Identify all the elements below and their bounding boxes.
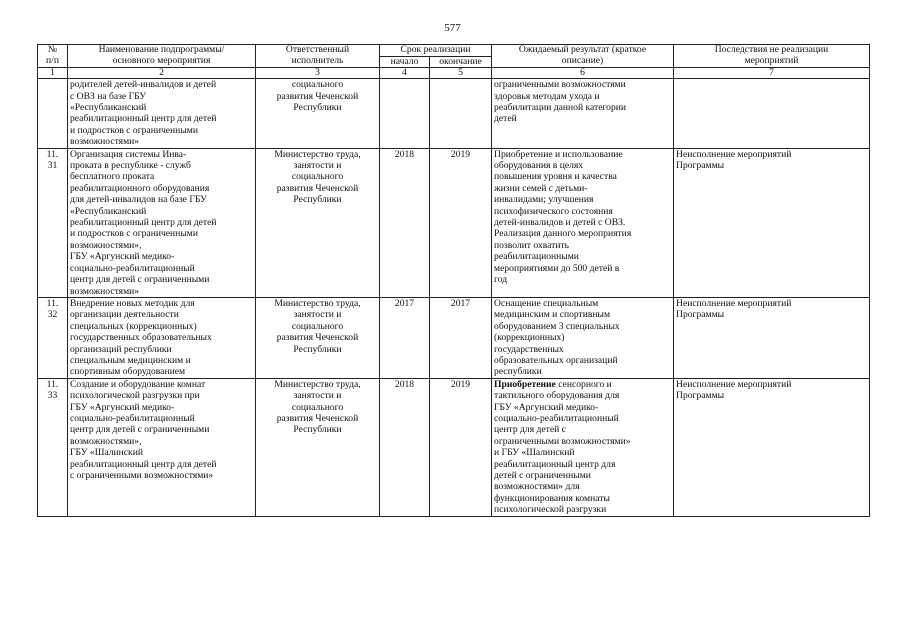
- expected-result-text: Приобретение и использование оборудования в целях повышения уровня и качества жизни семей с детьми- инвалидами; улучшения психофизического состояния детей-инвалидов и детей с ОВЗ. Реализация данного мероприятия позволит охватить реабилитационными мероприятиями до 500 детей в год: [494, 148, 632, 286]
- start-year: 2017: [380, 297, 430, 378]
- start-year: [380, 79, 430, 148]
- end-year: [430, 79, 492, 148]
- responsible-executor: социального развития Чеченской Республики: [256, 79, 380, 148]
- consequence: [674, 79, 870, 148]
- header-end: окончание: [430, 56, 492, 68]
- header-period: Срок реализации: [380, 45, 492, 57]
- expected-result: [492, 378, 674, 516]
- header-number: № п/п: [38, 45, 68, 68]
- expected-result-text: сенсорного и тактильного оборудования для ГБУ «Аргунский медико- социально-реабилитационный центр для детей с ограниченными возможностями» и ГБУ «Шалинский реабилитационный центр для детей с ограниченными возможностями» для функционирования комнаты психологической разгрузки: [494, 378, 631, 516]
- column-number: 7: [674, 68, 870, 79]
- responsible-executor: Министерство труда, занятости и социального развития Чеченской Республики: [256, 297, 380, 378]
- table-row: [38, 297, 870, 378]
- measure-name: Организация системы Инва- проката в республике - служб бесплатного проката реабилитационного оборудования для детей-инвалидов на базе ГБУ «Республиканский реабилитационный центр для детей и подростков с ограниченными возможностями», ГБУ «Аргунский медико- социально-реабилитационный центр для детей с ограниченными возможностями»: [68, 148, 256, 297]
- row-number: 11. 32: [38, 297, 68, 378]
- start-year: 2018: [380, 148, 430, 297]
- header-name: Наименование подпрограммы/ основного мероприятия: [68, 45, 256, 68]
- table-row: [38, 148, 870, 297]
- measure-name: родителей детей-инвалидов и детей с ОВЗ на базе ГБУ «Республиканский реабилитационный центр для детей и подростков с ограниченными возможностями»: [68, 79, 256, 148]
- start-year: 2018: [380, 378, 430, 516]
- page-number: 577: [444, 22, 461, 34]
- responsible-executor: Министерство труда, занятости и социального развития Чеченской Республики: [256, 148, 380, 297]
- header-result: Ожидаемый результат (краткое описание): [492, 45, 674, 68]
- consequence: Неисполнение мероприятий Программы: [674, 148, 870, 297]
- expected-result-text: Оснащение специальным медицинским и спортивным оборудованием 3 специальных (коррекционных) государственных образовательных организаций республики: [494, 297, 620, 378]
- measure-name: Создание и оборудование комнат психологической разгрузки при ГБУ «Аргунский медико- социально-реабилитационный центр для детей с ограниченными возможностями», ГБУ «Шалинский реабилитационный центр для детей с ограниченными возможностями»: [68, 378, 256, 516]
- row-number: [38, 79, 68, 148]
- consequence: Неисполнение мероприятий Программы: [674, 378, 870, 516]
- column-number: 5: [430, 68, 492, 79]
- table-row: [38, 378, 870, 516]
- expected-result: [492, 79, 674, 148]
- expected-result-text: ограниченными возможностями здоровья методам ухода и реабилитации данной категории детей: [494, 79, 627, 125]
- responsible-executor: Министерство труда, занятости и социального развития Чеченской Республики: [256, 378, 380, 516]
- measure-name: Внедрение новых методик для организации деятельности специальных (коррекционных) государственных образовательных организаций республики специальным медицинским и спортивным оборудованием: [68, 297, 256, 378]
- end-year: 2019: [430, 378, 492, 516]
- table-row: [38, 79, 870, 148]
- header-start: начало: [380, 56, 430, 68]
- column-number: 4: [380, 68, 430, 79]
- column-number: 2: [68, 68, 256, 79]
- expected-result: [492, 297, 674, 378]
- row-number: 11. 31: [38, 148, 68, 297]
- end-year: 2019: [430, 148, 492, 297]
- column-number: 1: [38, 68, 68, 79]
- header-consequence: Последствия не реализации мероприятий: [674, 45, 870, 68]
- consequence: Неисполнение мероприятий Программы: [674, 297, 870, 378]
- header-responsible: Ответственный исполнитель: [256, 45, 380, 68]
- expected-result: [492, 148, 674, 297]
- column-number: 6: [492, 68, 674, 79]
- column-number-row: [38, 68, 870, 79]
- end-year: 2017: [430, 297, 492, 378]
- program-measures-table: [37, 44, 870, 517]
- expected-result-lead: Приобретение: [494, 378, 556, 390]
- row-number: 11. 33: [38, 378, 68, 516]
- column-number: 3: [256, 68, 380, 79]
